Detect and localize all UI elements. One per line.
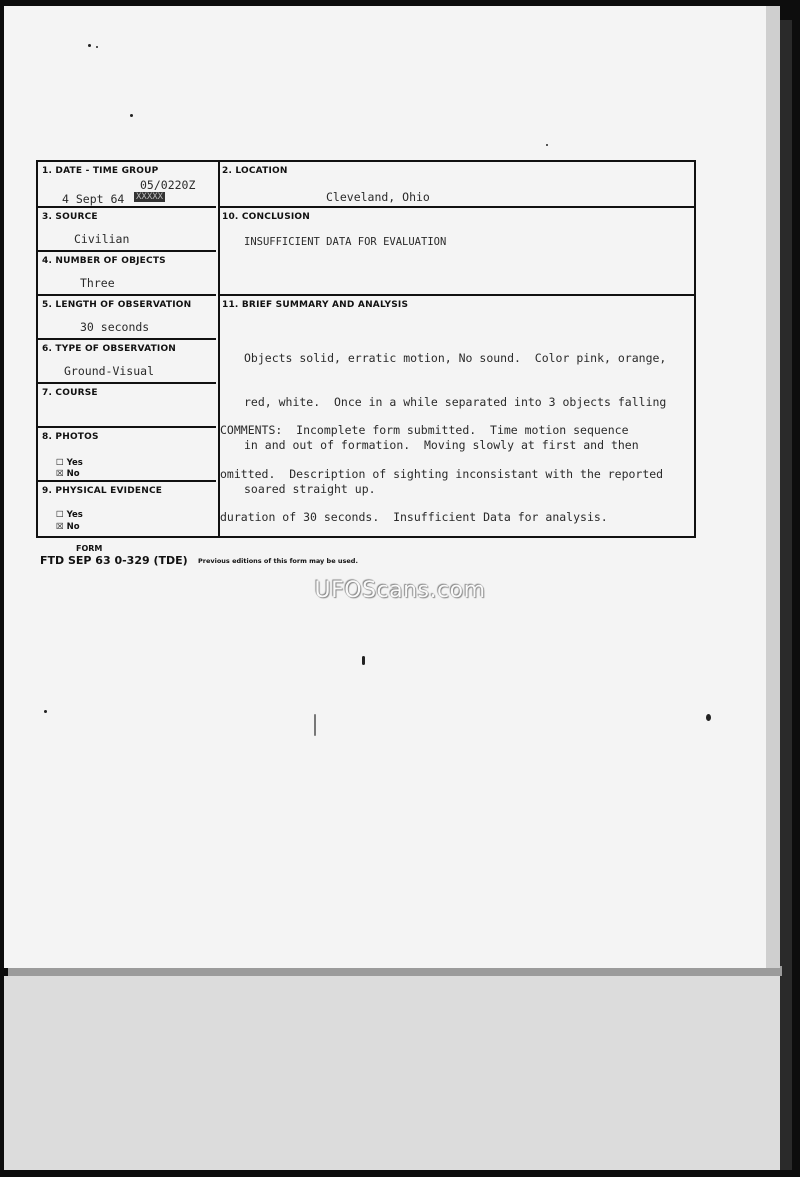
number-of-objects-label: 4. NUMBER OF OBJECTS (42, 256, 166, 266)
conclusion-value: INSUFFICIENT DATA FOR EVALUATION (244, 236, 447, 248)
redacted-field: XXXXX (136, 192, 164, 202)
comments-line: COMMENTS: Incomplete form submitted. Time motion sequence (220, 423, 629, 437)
photos-yes-label: Yes (66, 458, 83, 468)
physical-evidence-label: 9. PHYSICAL EVIDENCE (42, 486, 163, 496)
location-cell (218, 162, 694, 208)
date-time-group-date: 4 Sept 64 (62, 192, 125, 206)
course-label: 7. COURSE (42, 388, 98, 398)
summary-line: in and out of formation. Moving slowly at first and then (244, 438, 639, 452)
conclusion-cell (218, 208, 694, 296)
summary-line: red, white. Once in a while separated into 3 objects falling (244, 394, 667, 409)
previous-editions-note: Previous editions of this form may be used. (198, 557, 358, 565)
form-id: FTD SEP 63 0-329 (TDE) (40, 554, 188, 567)
scan-speck (96, 46, 98, 48)
type-of-observation-value: Ground-Visual (64, 364, 155, 378)
scan-speck (130, 114, 133, 117)
photos-no-checkbox: ☒ (56, 469, 64, 479)
date-time-group-time: 05/0220Z (140, 178, 196, 192)
source-cell (38, 208, 216, 252)
type-of-observation-label: 6. TYPE OF OBSERVATION (42, 344, 177, 354)
scan-speck (706, 714, 711, 721)
comments-text (220, 394, 663, 554)
source-label: 3. SOURCE (42, 212, 98, 222)
comments-line: duration of 30 seconds. Insufficient Data for analysis. (220, 510, 608, 524)
type-of-observation-cell (38, 340, 216, 384)
date-time-group-label: 1. DATE - TIME GROUP (42, 166, 159, 176)
location-label: 2. LOCATION (222, 166, 288, 176)
ufo-report-form (36, 160, 696, 538)
date-time-group-cell (38, 162, 216, 208)
location-value: Cleveland, Ohio (326, 190, 430, 204)
form-left-column (38, 162, 220, 536)
photos-cell (38, 428, 216, 482)
physical-evidence-no-option (56, 522, 80, 532)
source-value: Civilian (74, 232, 130, 246)
watermark: UFOScans.com (314, 578, 486, 603)
physical-evidence-yes-checkbox: ☐ (56, 510, 64, 520)
scan-speck (88, 44, 91, 47)
scan-edge (780, 20, 792, 1170)
length-of-observation-label: 5. LENGTH OF OBSERVATION (42, 300, 192, 310)
summary-line: Objects solid, erratic motion, No sound. Color pink, orange, (244, 351, 667, 365)
photos-yes-option (56, 458, 83, 468)
summary-line: soared straight up. (244, 481, 376, 496)
form-word: FORM (76, 544, 103, 553)
photos-yes-checkbox: ☐ (56, 458, 64, 468)
scan-speck (314, 714, 316, 736)
scan-speck (44, 710, 47, 713)
number-of-objects-cell (38, 252, 216, 296)
photos-no-option (56, 469, 80, 479)
physical-evidence-yes-label: Yes (66, 510, 83, 520)
comments-line: omitted. Description of sighting inconsistant with the reported (220, 466, 664, 481)
photos-label: 8. PHOTOS (42, 432, 99, 442)
physical-evidence-yes-option (56, 510, 83, 520)
number-of-objects-value: Three (80, 276, 115, 290)
photos-no-label: No (66, 469, 80, 479)
underlying-page (4, 976, 780, 1170)
conclusion-label: 10. CONCLUSION (222, 212, 311, 222)
length-of-observation-cell (38, 296, 216, 340)
course-cell (38, 384, 216, 428)
physical-evidence-cell (38, 482, 216, 536)
scan-speck (362, 656, 365, 665)
physical-evidence-no-label: No (66, 522, 80, 532)
physical-evidence-no-checkbox: ☒ (56, 522, 64, 532)
length-of-observation-value: 30 seconds (80, 320, 150, 334)
summary-label: 11. BRIEF SUMMARY AND ANALYSIS (222, 300, 409, 310)
scan-speck (546, 144, 548, 146)
summary-cell (218, 296, 694, 536)
